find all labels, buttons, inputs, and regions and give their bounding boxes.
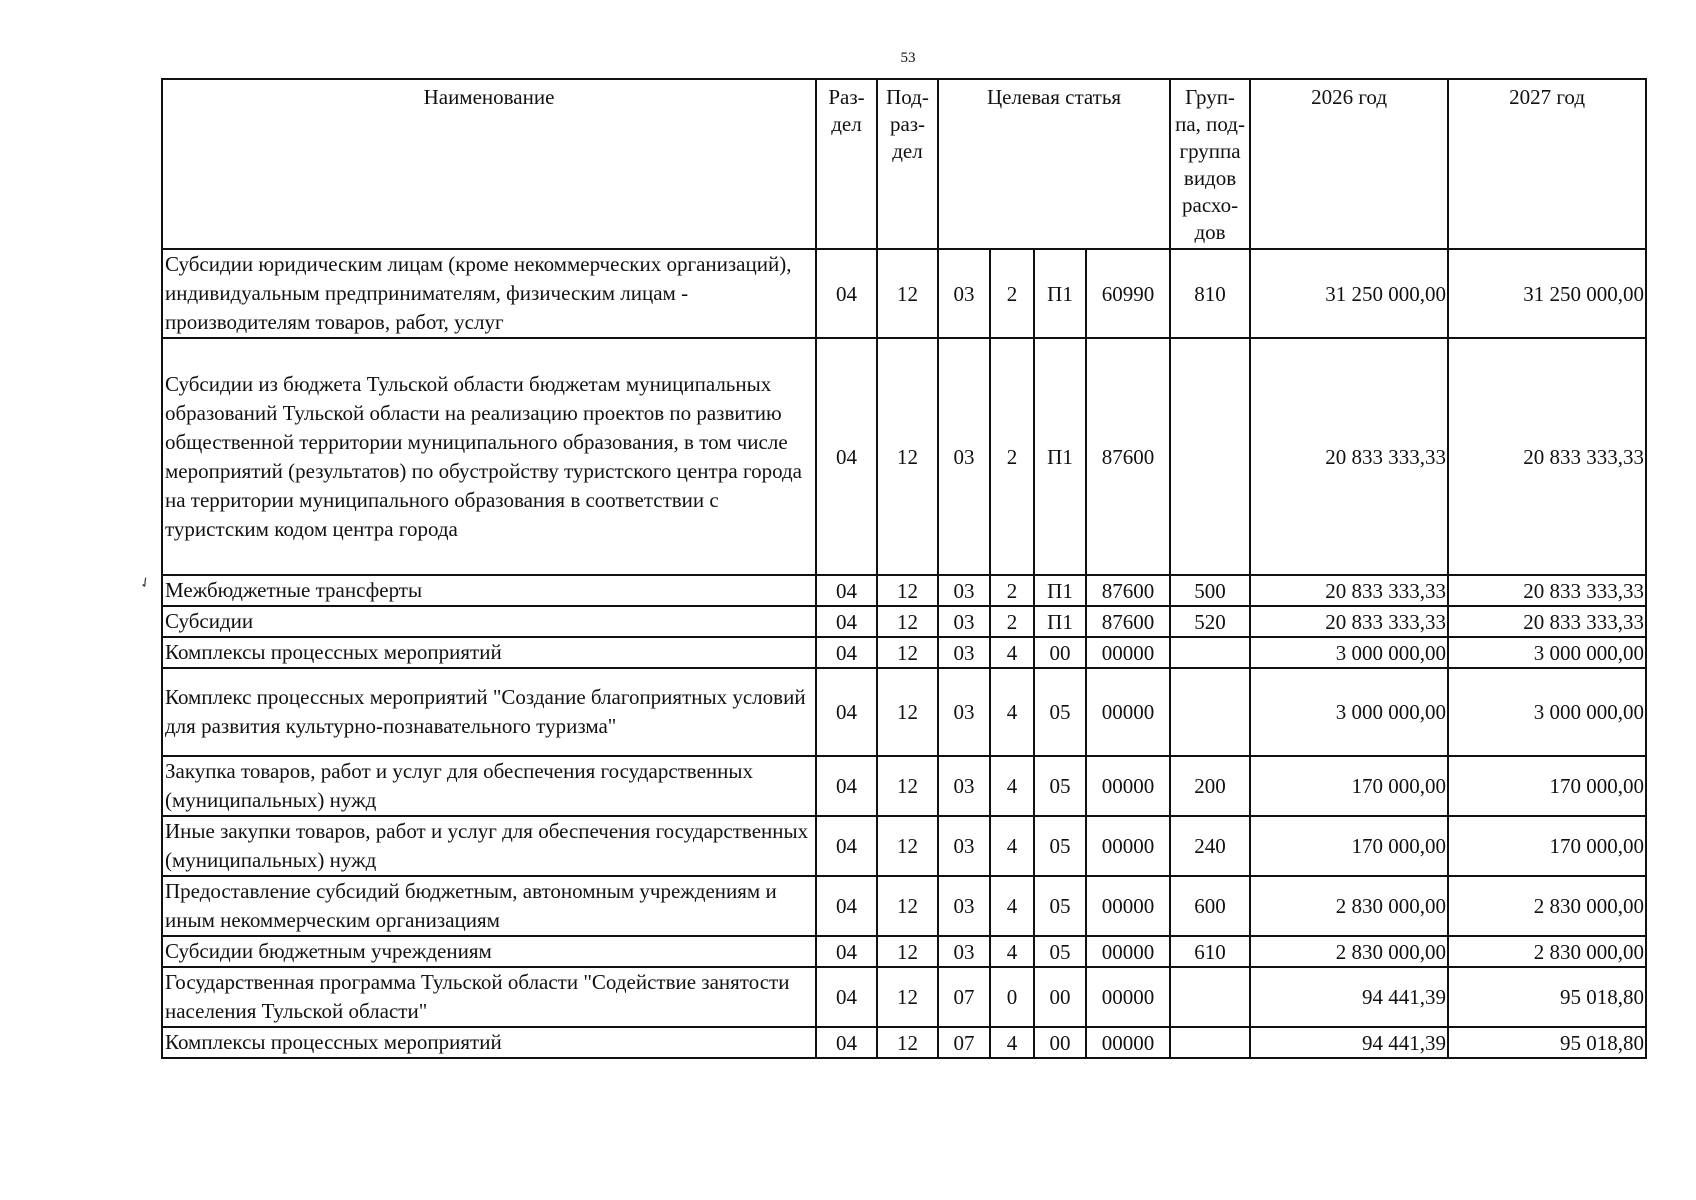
- podrazdel-cell: 12: [877, 668, 938, 756]
- amount-2027-cell: 95 018,80: [1448, 967, 1646, 1027]
- target-subprogram-cell: 00: [1034, 1027, 1086, 1058]
- target-type-cell: 0: [990, 967, 1034, 1027]
- amount-2026-cell: 94 441,39: [1250, 1027, 1448, 1058]
- target-type-cell: 4: [990, 1027, 1034, 1058]
- amount-2027-cell: 20 833 333,33: [1448, 606, 1646, 637]
- podrazdel-cell: 12: [877, 1027, 938, 1058]
- row-name-cell: Иные закупки товаров, работ и услуг для обеспечения государственных (муниципальных) нужд: [162, 816, 816, 876]
- row-name-cell: Закупка товаров, работ и услуг для обеспечения государственных (муниципальных) нужд: [162, 756, 816, 816]
- podrazdel-cell: 12: [877, 575, 938, 606]
- podrazdel-cell: 12: [877, 756, 938, 816]
- target-program-cell: 07: [938, 967, 990, 1027]
- table-row: [162, 816, 1646, 876]
- header-name: Наименование: [162, 79, 816, 249]
- target-subprogram-cell: П1: [1034, 575, 1086, 606]
- target-subprogram-cell: П1: [1034, 249, 1086, 338]
- row-name-cell: Предоставление субсидий бюджетным, автономным учреждениям и иным некоммерческим организациям: [162, 876, 816, 936]
- table-row: [162, 249, 1646, 338]
- expense-group-cell: 240: [1170, 816, 1250, 876]
- budget-table: [161, 78, 1647, 1059]
- row-name-cell: Субсидии бюджетным учреждениям: [162, 936, 816, 967]
- target-direction-cell: 00000: [1086, 756, 1170, 816]
- table-row: [162, 967, 1646, 1027]
- amount-2026-cell: 20 833 333,33: [1250, 575, 1448, 606]
- target-subprogram-cell: 00: [1034, 967, 1086, 1027]
- expense-group-cell: 520: [1170, 606, 1250, 637]
- razdel-cell: 04: [816, 606, 877, 637]
- scan-mark: ✓: [137, 574, 155, 593]
- expense-group-cell: 600: [1170, 876, 1250, 936]
- amount-2026-cell: 3 000 000,00: [1250, 668, 1448, 756]
- expense-group-cell: 810: [1170, 249, 1250, 338]
- podrazdel-cell: 12: [877, 816, 938, 876]
- target-direction-cell: 00000: [1086, 1027, 1170, 1058]
- amount-2026-cell: 94 441,39: [1250, 967, 1448, 1027]
- row-name-cell: Комплексы процессных мероприятий: [162, 1027, 816, 1058]
- expense-group-cell: [1170, 637, 1250, 668]
- podrazdel-cell: 12: [877, 936, 938, 967]
- target-type-cell: 2: [990, 338, 1034, 575]
- target-type-cell: 4: [990, 936, 1034, 967]
- podrazdel-cell: 12: [877, 249, 938, 338]
- target-direction-cell: 00000: [1086, 876, 1170, 936]
- target-direction-cell: 00000: [1086, 967, 1170, 1027]
- target-type-cell: 2: [990, 606, 1034, 637]
- table-row: [162, 575, 1646, 606]
- page-number: 53: [900, 50, 916, 66]
- amount-2027-cell: 170 000,00: [1448, 756, 1646, 816]
- target-direction-cell: 00000: [1086, 816, 1170, 876]
- expense-group-cell: [1170, 1027, 1250, 1058]
- table-row: [162, 936, 1646, 967]
- table-header-row: [162, 79, 1646, 249]
- target-type-cell: 4: [990, 637, 1034, 668]
- amount-2026-cell: 170 000,00: [1250, 816, 1448, 876]
- table-row: [162, 637, 1646, 668]
- row-name-cell: Межбюджетные трансферты: [162, 575, 816, 606]
- amount-2026-cell: 2 830 000,00: [1250, 936, 1448, 967]
- amount-2026-cell: 31 250 000,00: [1250, 249, 1448, 338]
- target-direction-cell: 00000: [1086, 668, 1170, 756]
- target-direction-cell: 00000: [1086, 637, 1170, 668]
- row-name-cell: Субсидии: [162, 606, 816, 637]
- target-subprogram-cell: П1: [1034, 606, 1086, 637]
- target-direction-cell: 60990: [1086, 249, 1170, 338]
- table-row: [162, 606, 1646, 637]
- target-type-cell: 2: [990, 249, 1034, 338]
- amount-2027-cell: 20 833 333,33: [1448, 338, 1646, 575]
- target-type-cell: 4: [990, 876, 1034, 936]
- row-name-cell: Субсидии из бюджета Тульской области бюджетам муниципальных образований Тульской области на реализацию проектов по развитию общественной территории муниципального образования, в том числе мероприятий (результатов) по обустройству туристского центра города на территории муниципального образования в соответствии с туристским кодом центра города: [162, 338, 816, 575]
- amount-2027-cell: 31 250 000,00: [1448, 249, 1646, 338]
- target-program-cell: 03: [938, 816, 990, 876]
- razdel-cell: 04: [816, 249, 877, 338]
- target-subprogram-cell: 05: [1034, 816, 1086, 876]
- target-type-cell: 2: [990, 575, 1034, 606]
- target-program-cell: 03: [938, 249, 990, 338]
- podrazdel-cell: 12: [877, 967, 938, 1027]
- amount-2026-cell: 3 000 000,00: [1250, 637, 1448, 668]
- podrazdel-cell: 12: [877, 606, 938, 637]
- razdel-cell: 04: [816, 967, 877, 1027]
- razdel-cell: 04: [816, 668, 877, 756]
- razdel-cell: 04: [816, 575, 877, 606]
- target-program-cell: 03: [938, 338, 990, 575]
- amount-2027-cell: 2 830 000,00: [1448, 936, 1646, 967]
- razdel-cell: 04: [816, 338, 877, 575]
- header-podrazdel: Под- раз- дел: [877, 79, 938, 249]
- header-target-article: Целевая статья: [938, 79, 1170, 249]
- target-type-cell: 4: [990, 816, 1034, 876]
- amount-2027-cell: 3 000 000,00: [1448, 668, 1646, 756]
- amount-2027-cell: 95 018,80: [1448, 1027, 1646, 1058]
- row-name-cell: Комплекс процессных мероприятий "Создание благоприятных условий для развития культурно-познавательного туризма": [162, 668, 816, 756]
- header-razdel: Раз- дел: [816, 79, 877, 249]
- table-row: [162, 668, 1646, 756]
- target-type-cell: 4: [990, 756, 1034, 816]
- target-program-cell: 03: [938, 668, 990, 756]
- podrazdel-cell: 12: [877, 876, 938, 936]
- expense-group-cell: [1170, 668, 1250, 756]
- target-subprogram-cell: 05: [1034, 876, 1086, 936]
- target-program-cell: 03: [938, 637, 990, 668]
- header-expense-group: Груп- па, под- группа видов расхо- дов: [1170, 79, 1250, 249]
- expense-group-cell: 610: [1170, 936, 1250, 967]
- podrazdel-cell: 12: [877, 338, 938, 575]
- razdel-cell: 04: [816, 936, 877, 967]
- razdel-cell: 04: [816, 876, 877, 936]
- header-2027: 2027 год: [1448, 79, 1646, 249]
- razdel-cell: 04: [816, 756, 877, 816]
- podrazdel-cell: 12: [877, 637, 938, 668]
- target-direction-cell: 87600: [1086, 338, 1170, 575]
- target-program-cell: 03: [938, 575, 990, 606]
- target-subprogram-cell: 05: [1034, 936, 1086, 967]
- expense-group-cell: [1170, 967, 1250, 1027]
- razdel-cell: 04: [816, 637, 877, 668]
- header-2026: 2026 год: [1250, 79, 1448, 249]
- row-name-cell: Комплексы процессных мероприятий: [162, 637, 816, 668]
- target-direction-cell: 87600: [1086, 575, 1170, 606]
- target-program-cell: 03: [938, 606, 990, 637]
- table-row: [162, 756, 1646, 816]
- table-row: [162, 876, 1646, 936]
- expense-group-cell: 200: [1170, 756, 1250, 816]
- table-row: [162, 1027, 1646, 1058]
- table-row: [162, 338, 1646, 575]
- amount-2027-cell: 20 833 333,33: [1448, 575, 1646, 606]
- amount-2027-cell: 2 830 000,00: [1448, 876, 1646, 936]
- row-name-cell: Государственная программа Тульской области "Содействие занятости населения Тульской области": [162, 967, 816, 1027]
- target-program-cell: 03: [938, 756, 990, 816]
- target-program-cell: 03: [938, 936, 990, 967]
- expense-group-cell: [1170, 338, 1250, 575]
- expense-group-cell: 500: [1170, 575, 1250, 606]
- amount-2026-cell: 20 833 333,33: [1250, 606, 1448, 637]
- amount-2027-cell: 170 000,00: [1448, 816, 1646, 876]
- razdel-cell: 04: [816, 1027, 877, 1058]
- target-direction-cell: 00000: [1086, 936, 1170, 967]
- target-subprogram-cell: 05: [1034, 668, 1086, 756]
- target-program-cell: 07: [938, 1027, 990, 1058]
- target-program-cell: 03: [938, 876, 990, 936]
- amount-2026-cell: 20 833 333,33: [1250, 338, 1448, 575]
- target-subprogram-cell: 05: [1034, 756, 1086, 816]
- target-subprogram-cell: 00: [1034, 637, 1086, 668]
- row-name-cell: Субсидии юридическим лицам (кроме некоммерческих организаций), индивидуальным предпринимателям, физическим лицам - производителям товаров, работ, услуг: [162, 249, 816, 338]
- amount-2026-cell: 2 830 000,00: [1250, 876, 1448, 936]
- amount-2027-cell: 3 000 000,00: [1448, 637, 1646, 668]
- target-type-cell: 4: [990, 668, 1034, 756]
- amount-2026-cell: 170 000,00: [1250, 756, 1448, 816]
- target-direction-cell: 87600: [1086, 606, 1170, 637]
- target-subprogram-cell: П1: [1034, 338, 1086, 575]
- razdel-cell: 04: [816, 816, 877, 876]
